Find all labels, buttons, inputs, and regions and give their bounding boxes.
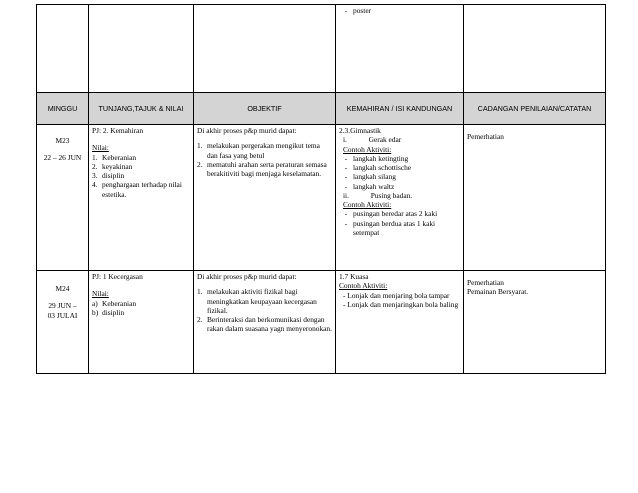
aktiviti-line: - Lonjak dan menjaring bola tampar bbox=[343, 290, 450, 300]
cell-objektif bbox=[194, 125, 336, 271]
list-item bbox=[339, 219, 460, 238]
list-item-text: disiplin bbox=[102, 171, 125, 180]
cell-empty bbox=[194, 5, 336, 93]
list-item bbox=[339, 182, 460, 191]
sub-topic-text: Pusing badan. bbox=[370, 190, 413, 200]
list-item bbox=[339, 209, 460, 218]
objektif-intro: Di akhir proses p&p murid dapat: bbox=[197, 272, 297, 281]
list-number: 1. bbox=[197, 141, 203, 151]
objektif-list bbox=[197, 141, 332, 178]
bullet-dash: - bbox=[344, 163, 348, 172]
sub-topic-text: Gerak edar bbox=[368, 135, 402, 145]
list-item-text: pusingan berdua atas 1 kaki setempat bbox=[353, 218, 436, 237]
week-date: 29 JUN – bbox=[48, 301, 77, 311]
aktiviti-list bbox=[339, 209, 460, 237]
list-item-text: Keberanian bbox=[102, 298, 137, 308]
header-kemahiran: KEMAHIRAN / ISI KANDUNGAN bbox=[336, 93, 464, 125]
table-row-continued bbox=[37, 5, 606, 93]
bullet-dash: - bbox=[344, 153, 348, 163]
week-number: M23 bbox=[55, 136, 70, 145]
list-item-text: Keberanian bbox=[102, 152, 137, 162]
list-item bbox=[339, 154, 460, 163]
nilai-label: Nilai: bbox=[92, 289, 109, 299]
penilaian-text: Pemainan Bersyarat. bbox=[467, 287, 529, 297]
objektif-intro: Di akhir proses p&p murid dapat: bbox=[197, 126, 297, 135]
cell-penilaian bbox=[464, 271, 606, 374]
cell-minggu bbox=[37, 125, 89, 271]
list-number: b) bbox=[92, 307, 99, 317]
list-number: 3. bbox=[92, 171, 98, 180]
contoh-aktiviti-label: Contoh Aktiviti: bbox=[339, 281, 388, 291]
list-item-text: mematuhi arahan serta peraturan semasa berakitiviti bagi menjaga keselamatan. bbox=[207, 159, 327, 178]
kemahiran-title: 2.3.Gimnastik bbox=[339, 126, 381, 135]
list-number: 1. bbox=[92, 152, 98, 162]
bullet-dash: - bbox=[344, 172, 348, 182]
week-date: 22 – 26 JUN bbox=[43, 153, 82, 163]
list-item-text: keyakinan bbox=[102, 161, 133, 171]
header-minggu: MINGGU bbox=[37, 93, 89, 125]
list-item-text: poster bbox=[353, 6, 372, 15]
penilaian-text: Pemerhatian bbox=[467, 132, 504, 141]
table-row-m23 bbox=[37, 125, 606, 271]
bullet-dash: - bbox=[344, 6, 348, 15]
cell-empty bbox=[464, 5, 606, 93]
kemahiran-title: 1.7 Kuasa bbox=[339, 272, 369, 281]
list-number: a) bbox=[92, 298, 98, 308]
objektif-list bbox=[197, 287, 332, 333]
bullet-dash: - bbox=[344, 209, 348, 219]
aktiviti-list bbox=[339, 154, 460, 191]
list-item bbox=[339, 172, 460, 181]
week-number: M24 bbox=[55, 284, 70, 293]
cell-objektif bbox=[194, 271, 336, 374]
list-item-text: melakukan aktiviti fizikal bagi meningkatkan keupayaan kecergasan fizikal. bbox=[207, 287, 317, 315]
list-item bbox=[92, 299, 190, 308]
sub-topic-i bbox=[339, 135, 460, 144]
nilai-list bbox=[92, 299, 190, 318]
cell-penilaian bbox=[464, 125, 606, 271]
sub-topic-number: i. bbox=[343, 135, 347, 145]
list-item-text: langkah schottische bbox=[353, 163, 412, 172]
list-item-text: pusingan beredar atas 2 kaki bbox=[353, 209, 438, 219]
list-item-text: disiplin bbox=[102, 307, 125, 317]
continued-list bbox=[339, 6, 460, 15]
bullet-dash: - bbox=[344, 181, 348, 191]
nilai-label: Nilai: bbox=[92, 143, 109, 153]
contoh-aktiviti-label: Contoh Aktiviti: bbox=[343, 200, 392, 209]
list-item-text: langkah waltz bbox=[353, 181, 395, 191]
list-item-text: melakukan pergerakan mengikut tema dan fasa yang betul bbox=[207, 141, 320, 160]
cell-kemahiran bbox=[336, 125, 464, 271]
cell-tunjang bbox=[89, 125, 194, 271]
pj-title: PJ: 2. Kemahiran bbox=[92, 126, 144, 135]
list-item bbox=[92, 162, 190, 171]
bullet-dash: - bbox=[344, 218, 348, 228]
cell-empty bbox=[89, 5, 194, 93]
list-item-text: langkah silang bbox=[353, 172, 396, 182]
list-item bbox=[197, 160, 332, 179]
header-penilaian: CADANGAN PENILAIAN/CATATAN bbox=[464, 93, 606, 125]
list-item bbox=[197, 141, 332, 160]
pj-title: PJ: 1 Kecergasan bbox=[92, 272, 143, 281]
list-item bbox=[92, 153, 190, 162]
list-number: 1. bbox=[197, 287, 203, 297]
list-item bbox=[197, 315, 332, 334]
contoh-aktiviti-label: Contoh Aktiviti: bbox=[343, 144, 392, 154]
header-objektif: OBJEKTIF bbox=[194, 93, 336, 125]
list-item-text: langkah ketingting bbox=[353, 153, 409, 163]
header-tunjang: TUNJANG,TAJUK & NILAI bbox=[89, 93, 194, 125]
list-item-text: penghargaan terhadap nilai estetika. bbox=[102, 180, 182, 199]
cell-tunjang bbox=[89, 271, 194, 374]
week-date: 03 JULAI bbox=[47, 310, 78, 320]
sub-topic-ii bbox=[339, 191, 460, 200]
list-item-text: Berinteraksi dan berkomunikasi dengan rakan dalam suasana yagn menyeronokan. bbox=[207, 315, 332, 334]
list-number: 4. bbox=[92, 180, 98, 190]
list-item bbox=[92, 308, 190, 317]
list-item bbox=[197, 287, 332, 315]
penilaian-text: Pemerhatian bbox=[467, 278, 504, 287]
cell-kemahiran bbox=[336, 271, 464, 374]
nilai-list bbox=[92, 153, 190, 199]
list-item bbox=[339, 163, 460, 172]
table-row-m24 bbox=[37, 271, 606, 374]
list-number: 2. bbox=[197, 159, 203, 169]
list-number: 2. bbox=[197, 315, 203, 324]
sub-topic-number: ii. bbox=[343, 190, 349, 200]
cell-empty bbox=[37, 5, 89, 93]
list-item bbox=[92, 180, 190, 199]
cell-minggu bbox=[37, 271, 89, 374]
aktiviti-line: - Lonjak dan menjaringkan bola baling bbox=[343, 299, 459, 309]
cell-continued-kemahiran bbox=[336, 5, 464, 93]
list-number: 2. bbox=[92, 161, 98, 171]
lesson-plan-table bbox=[36, 4, 606, 374]
table-header-row bbox=[37, 93, 606, 125]
list-item bbox=[339, 6, 460, 15]
list-item bbox=[92, 171, 190, 180]
